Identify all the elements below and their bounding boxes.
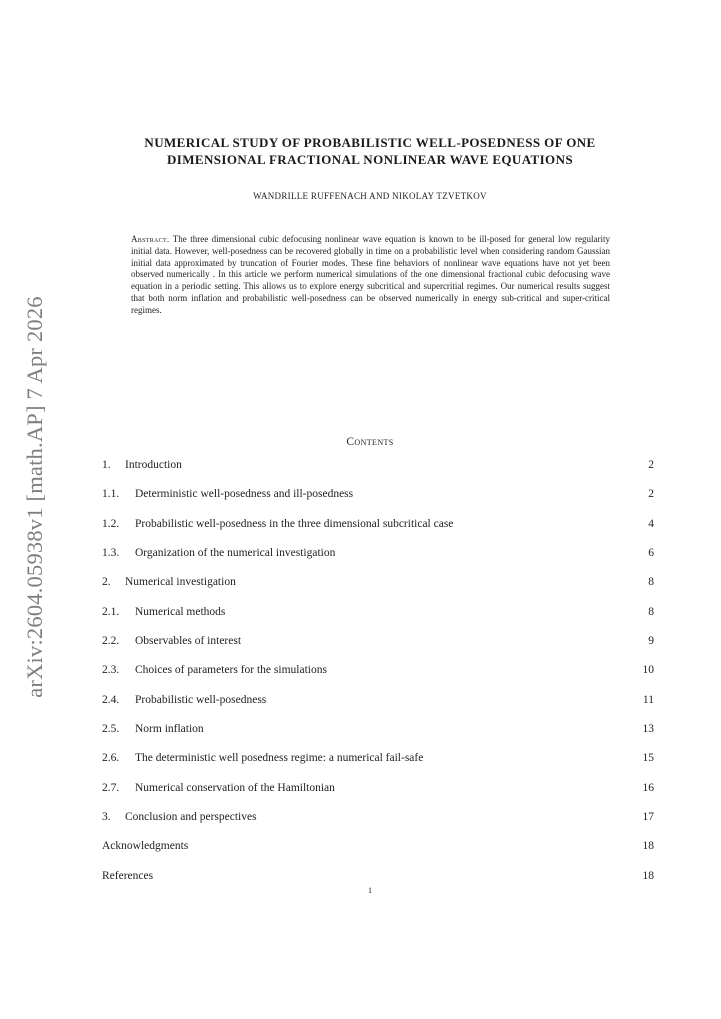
- contents-heading: Contents: [346, 436, 394, 448]
- toc-number: 1.1.: [102, 488, 120, 501]
- toc-entry[interactable]: [102, 838, 654, 867]
- toc-page[interactable]: 2: [648, 459, 654, 471]
- toc-page[interactable]: 18: [642, 840, 654, 853]
- toc-number: 1.2.: [102, 517, 120, 530]
- toc-page[interactable]: 17: [642, 811, 654, 824]
- toc-title[interactable]: Probabilistic well-posedness in the three dimensional subcritical case: [135, 517, 454, 530]
- abstract-text: The three dimensional cubic defocusing nonlinear wave equation is known to be ill-posed for general low regularity initial data. However, well-posedness can be recovered globally in time on a probabilistic level when considering random Gaussian initial data approximated by truncation of Fourier modes. These fine behaviors of nonlinear wave equations have not yet been observed numerically . In this article we perform numerical simulations of the one dimensional fractional cubic defocusing wave equation in a periodic setting. This allows us to explore energy subcritical and supercritial regimes. Our numerical results suggest that both norm inflation and probabilistic well-posedness can be observed numerically in energy sub-critical and super-critical regimes.: [131, 234, 611, 315]
- toc-number: 2.5.: [102, 723, 120, 736]
- arxiv-side-stamp: [17, 292, 53, 702]
- toc-number: 2.1.: [102, 605, 120, 618]
- toc-title[interactable]: Acknowledgments: [102, 840, 189, 853]
- toc-page[interactable]: 8: [648, 576, 654, 589]
- toc-title[interactable]: Numerical investigation: [125, 576, 236, 589]
- toc-page[interactable]: 16: [642, 781, 654, 794]
- toc-page[interactable]: 13: [642, 723, 654, 736]
- toc-title[interactable]: Numerical conservation of the Hamiltonian: [135, 781, 335, 794]
- toc-page[interactable]: 9: [648, 635, 654, 648]
- toc-number: 2.7.: [102, 781, 120, 794]
- toc-entry[interactable]: [102, 604, 654, 633]
- toc-entry[interactable]: [102, 574, 654, 603]
- toc-number: 3.: [102, 811, 111, 824]
- paper-title-line-2: DIMENSIONAL FRACTIONAL NONLINEAR WAVE EQUATIONS: [167, 152, 573, 167]
- paper-title: [100, 134, 640, 168]
- toc-number: 2.3.: [102, 664, 120, 677]
- toc-title[interactable]: Conclusion and perspectives: [125, 811, 257, 824]
- paper-authors: WANDRILLE RUFFENACH AND NIKOLAY TZVETKOV: [253, 191, 487, 201]
- toc-number: 2.6.: [102, 752, 120, 765]
- toc-title[interactable]: Probabilistic well-posedness: [135, 693, 267, 706]
- toc-page[interactable]: 10: [642, 664, 654, 677]
- toc-page[interactable]: 15: [642, 752, 654, 765]
- toc-entry[interactable]: [102, 633, 654, 662]
- toc-page[interactable]: 8: [648, 605, 654, 618]
- toc-entry[interactable]: [102, 721, 654, 750]
- toc-number: 2.4.: [102, 693, 120, 706]
- toc-entry[interactable]: [102, 545, 654, 574]
- toc-title[interactable]: Organization of the numerical investigation: [135, 547, 336, 560]
- toc-title[interactable]: Deterministic well-posedness and ill-posedness: [135, 488, 354, 501]
- toc-number: 2.2.: [102, 635, 120, 648]
- toc-entry[interactable]: [102, 809, 654, 838]
- toc-page[interactable]: 18: [642, 869, 654, 882]
- toc-title[interactable]: The deterministic well posedness regime: a numerical fail-safe: [135, 752, 424, 765]
- abstract: [131, 234, 610, 317]
- toc-title[interactable]: Norm inflation: [135, 723, 204, 736]
- toc-title[interactable]: Numerical methods: [135, 605, 226, 618]
- toc-title[interactable]: Introduction: [125, 459, 182, 471]
- toc-entry[interactable]: [102, 692, 654, 721]
- toc-page[interactable]: 6: [648, 547, 654, 560]
- toc-entry[interactable]: [102, 750, 654, 779]
- toc-title[interactable]: References: [102, 869, 154, 882]
- toc-entry[interactable]: [102, 516, 654, 545]
- paper-title-line-1: NUMERICAL STUDY OF PROBABILISTIC WELL-POSEDNESS OF ONE: [144, 135, 596, 150]
- abstract-label: Abstract.: [131, 234, 170, 244]
- toc-title[interactable]: Choices of parameters for the simulations: [135, 664, 327, 677]
- toc-page[interactable]: 11: [642, 693, 654, 706]
- toc-entry[interactable]: [102, 780, 654, 809]
- toc-number: 1.3.: [102, 547, 120, 560]
- toc-number: 1.: [102, 459, 111, 471]
- toc-entry[interactable]: [102, 486, 654, 515]
- arxiv-identifier: arXiv:2604.05938v1 [math.AP] 7 Apr 2026: [22, 296, 47, 698]
- toc-page[interactable]: 2: [648, 488, 654, 501]
- toc-entry[interactable]: [102, 457, 654, 486]
- toc-entry[interactable]: [102, 662, 654, 691]
- toc-number: 2.: [102, 576, 111, 589]
- page-number: 1: [368, 886, 372, 895]
- toc-page[interactable]: 4: [648, 517, 654, 530]
- toc-title[interactable]: Observables of interest: [135, 635, 242, 648]
- table-of-contents: [102, 457, 654, 897]
